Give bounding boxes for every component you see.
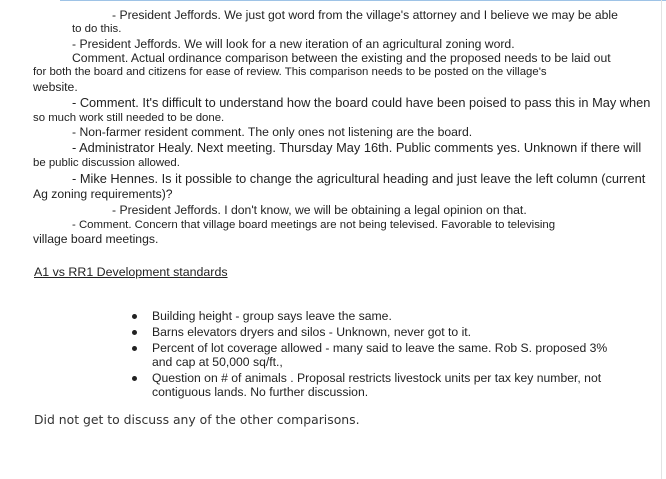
minutes-line: Comment. Actual ordinance comparison between the existing and the proposed needs to be laid out: [72, 51, 611, 65]
closing-note: Did not get to discuss any of the other comparisons.: [34, 412, 360, 427]
list-item: [130, 371, 630, 399]
minutes-line: - President Jeffords. We just got word from the village's attorney and I believe we may be able: [112, 8, 618, 22]
standards-list: [130, 309, 630, 401]
top-border-line: [60, 0, 666, 1]
minutes-line: be public discussion allowed.: [33, 157, 180, 169]
list-item: [130, 309, 630, 323]
minutes-line: - Non-farmer resident comment. The only ones not listening are the board.: [72, 125, 473, 139]
bullet-icon: [132, 376, 137, 381]
right-border-line: [661, 0, 662, 479]
minutes-line: - Administrator Healy. Next meeting. Thursday May 16th. Public comments yes. Unknown if there will: [72, 140, 642, 155]
list-item: [130, 341, 630, 369]
minutes-line: website.: [33, 80, 78, 94]
list-item-text: Question on # of animals . Proposal restricts livestock units per tax key number, not contiguous lands. No further discussion.: [152, 371, 602, 399]
minutes-line: - President Jeffords. We will look for a new iteration of an agricultural zoning word.: [72, 37, 515, 51]
minutes-line: - Mike Hennes. Is it possible to change the agricultural heading and just leave the left column (current: [72, 171, 646, 186]
minutes-line: so much work still needed to be done.: [33, 112, 225, 124]
minutes-line: to do this.: [72, 23, 122, 35]
list-item: [130, 325, 630, 339]
minutes-line: - President Jeffords. I don't know, we will be obtaining a legal opinion on that.: [112, 203, 527, 217]
list-item-text: Barns elevators dryers and silos - Unknown, never got to it.: [152, 325, 472, 339]
minutes-line: - Comment. Concern that village board meetings are not being televised. Favorable to televising: [72, 219, 556, 231]
minutes-line: - Comment. It's difficult to understand how the board could have been poised to pass this in May when: [72, 95, 651, 110]
section-heading: A1 vs RR1 Development standards: [34, 265, 228, 279]
minutes-line: for both the board and citizens for ease of review. This comparison needs to be posted on the village's: [33, 66, 547, 78]
list-item-text: Building height - group says leave the same.: [152, 309, 392, 323]
minutes-line: village board meetings.: [33, 232, 159, 246]
minutes-line: Ag zoning requirements)?: [33, 187, 173, 201]
list-item-text: Percent of lot coverage allowed - many said to leave the same. Rob S. proposed 3% and cap at 50,000 sq/ft.,: [152, 341, 608, 369]
bullet-icon: [132, 314, 137, 319]
bullet-icon: [132, 346, 137, 351]
bullet-icon: [132, 330, 137, 335]
